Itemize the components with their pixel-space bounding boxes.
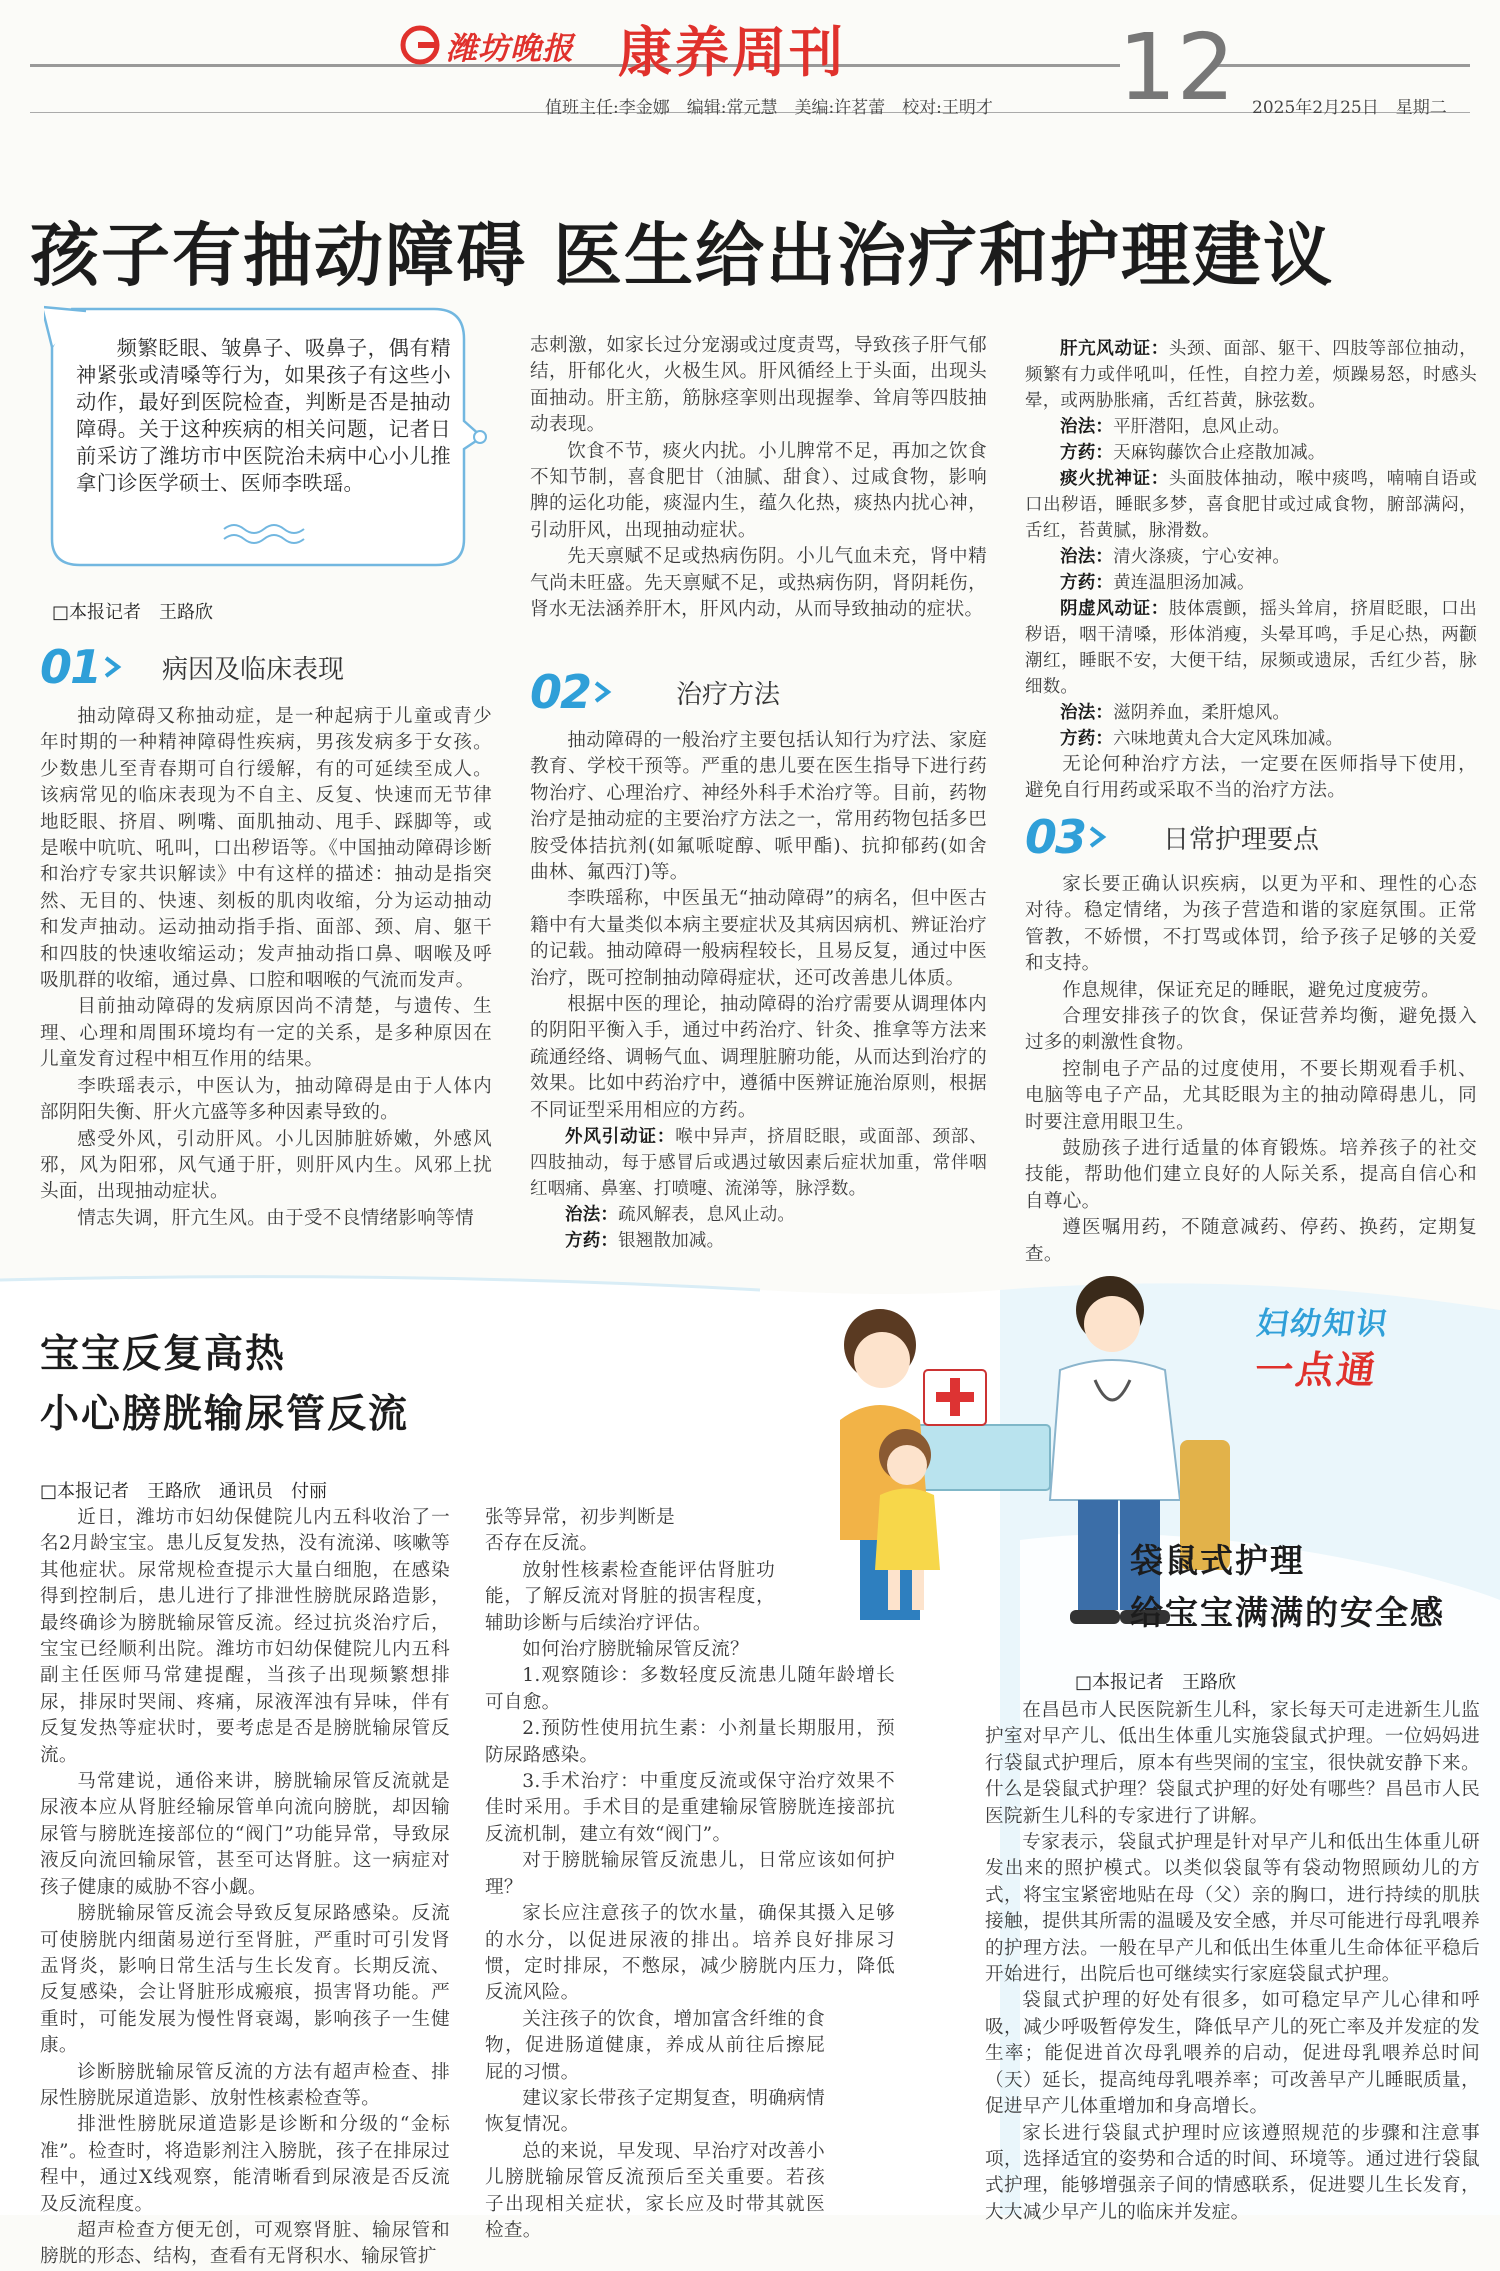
article2-col2 — [485, 1505, 895, 2244]
tcm-tanhuo-fangyao — [1025, 570, 1477, 596]
tcm-zhifa-label: 治法： — [565, 1205, 619, 1226]
tcm-fangyao: 六味地黄丸合大定风珠加减。 — [1113, 729, 1344, 749]
tcm-gankang-zhifa — [1025, 414, 1477, 440]
tcm-tanhuo — [1025, 466, 1477, 596]
section-03-number: 03 — [1025, 810, 1086, 864]
sec1-paragraph: 抽动障碍又称抽动症，是一种起病于儿童或青少年时期的一种精神障碍性疾病，男孩发病多于女孩。少数患儿至青春期可自行缓解，有的可延续至成人。该病常见的临床表现为不自主、反复、快速而无节律地眨眼、挤眉、咧嘴、面肌抽动、甩手、踩脚等，或是喉中吭吭、吼叫，口出秽语等。《中国抽动障碍诊断和治疗专家共识解读》中有这样的描述：抽动是指突然、无目的、快速、刻板的肌肉收缩，分为运动抽动和发声抽动。运动抽动指手指、面部、颈、肩、躯干和四肢的快速收缩运动；发声抽动指口鼻、咽喉及呼吸肌群的收缩，通过鼻、口腔和咽喉的气流而发声。 — [40, 706, 492, 992]
section-01-header — [40, 640, 344, 694]
header-rule-top — [30, 64, 1120, 67]
art3-paragraph: 专家表示，袋鼠式护理是针对早产儿和低出生体重儿研发出来的照护模式。以类似袋鼠等有袋动物照顾幼儿的方式，将宝宝紧密地贴在母（父）亲的胸口，进行持续的肌肤接触，提供其所需的温暖及安全感，并尽可能进行母乳喂养的护理方法。一般在早产儿和低出生体重儿生命体征平稳后开始进行，出院后也可继续实行家庭袋鼠式护理。 — [985, 1832, 1480, 1986]
tcm-zhifa-label: 治法： — [1060, 417, 1114, 437]
art2-paragraph: 诊断膀胱输尿管反流的方法有超声检查、排尿性膀胱尿道造影、放射性核素检查等。 — [40, 2061, 450, 2109]
sec2-paragraph: 李昳瑶称，中医虽无“抽动障碍”的病名，但中医古籍中有大量类似本病主要症状及其病因病机、辨证治疗的记载。抽动障碍一般病程较长，且易反复，通过中医治疗，既可控制抽动障碍症状，还可改善患儿体质。 — [530, 888, 987, 989]
art2-paragraph: 张等异常，初步判断是否存在反流。 — [485, 1507, 675, 1555]
paper-logo-icon — [400, 25, 440, 65]
sec1-paragraph: 情志失调，肝亢生风。由于受不良情绪影响等情 — [77, 1207, 474, 1229]
article1-headline: 孩子有抽动障碍 医生给出治疗和护理建议 — [30, 216, 1335, 296]
art2-paragraph: 建议家长带孩子定期复查，明确病情恢复情况。 — [485, 2087, 825, 2136]
sec3-paragraph: 遵医嘱用药，不随意减药、停药、换药，定期复查。 — [1025, 1217, 1477, 1265]
badge-line1: 妇幼知识 — [1254, 1306, 1392, 1342]
article3-headline-line1: 袋鼠式护理 — [1130, 1541, 1305, 1580]
tcm-fangyao-label: 方药： — [565, 1231, 619, 1252]
tcm-yinxu-fangyao — [1025, 726, 1477, 752]
tcm-gankang — [1025, 336, 1477, 466]
col2-paragraph: 饮食不节，痰火内扰。小儿脾常不足，再加之饮食不知节制，喜食肥甘（油腻、甜食）、过咸食物，影响脾的运化功能，痰湿内生，蕴久化热，痰热内扰心神，引动肝风，出现抽动症状。 — [530, 440, 987, 541]
issue-date: 2025年2月25日 星期二 — [1252, 98, 1447, 118]
art2-paragraph: 马常建说，通俗来讲，膀胱输尿管反流就是尿液本应从肾脏经输尿管单向流向膀胱，却因输尿管与膀胱连接部位的“阀门”功能异常，导致尿液反向流回输尿管，甚至可达肾脏。这一病症对孩子健康的威胁不容小觑。 — [40, 1771, 450, 1898]
closing-paragraph: 无论何种治疗方法，一定要在医师指导下使用，避免自行用药或采取不当的治疗方法。 — [1025, 754, 1477, 802]
tcm-gankang-symptoms — [1025, 336, 1477, 414]
col2-paragraph: 先天禀赋不足或热病伤阴。小儿气血未充，肾中精气尚未旺盛。先天禀赋不足，或热病伤阴，肾阴耗伤，肾水无法涵养肝木，肝风内动，从而导致抽动的症状。 — [530, 546, 987, 621]
page-number: 12 — [1118, 14, 1236, 121]
intro-paragraph: 频繁眨眼、皱鼻子、吸鼻子，偶有精神紧张或清嗓等行为，如果孩子有这些小动作，最好到医院检查，判断是否是抽动障碍。关于这种疾病的相关问题，记者日前采访了潍坊市中医院治未病中心小儿推拿门诊医学硕士、医师李昳瑶。 — [76, 336, 451, 495]
tcm-fangyao: 银翘散加减。 — [618, 1231, 725, 1252]
article1-col2-top — [530, 333, 987, 623]
art2-paragraph: 2.预防性使用抗生素：小剂量长期服用，预防尿路感染。 — [485, 1718, 895, 1766]
art2-paragraph: 放射性核素检查能评估肾脏功能，了解反流对肾脏的损害程度，辅助诊断与后续治疗评估。 — [485, 1559, 775, 1634]
tcm-label: 外风引动证： — [565, 1127, 676, 1148]
art2-paragraph: 关注孩子的饮食，增加富含纤维的食物，促进肠道健康，养成从前往后擦屁屁的习惯。 — [485, 2008, 825, 2083]
art2-paragraph: 超声检查方便无创，可观察肾脏、输尿管和膀胱的形态、结构，查看有无肾积水、输尿管扩 — [40, 2219, 450, 2268]
art2-paragraph: 家长应注意孩子的饮水量，确保其摄入足够的水分，以促进尿液的排出。培养良好排尿习惯，定时排尿，不憋尿，减少膀胱内压力，降低反流风险。 — [485, 1903, 895, 2004]
art2-paragraph: 膀胱输尿管反流会导致反复尿路感染。反流可使膀胱内细菌易逆行至肾脏，严重时可引发肾盂肾炎，影响日常生活与生长发育。长期反流、反复感染，会让肾脏形成瘢痕，损害肾功能。严重时，可能发展为慢性肾衰竭，影响孩子一生健康。 — [40, 1903, 450, 2057]
sec1-paragraph: 李昳瑶表示，中医认为，抽动障碍是由于人体内部阴阳失衡、肝火亢盛等多种因素导致的。 — [40, 1075, 492, 1124]
art3-paragraph: 在昌邑市人民医院新生儿科，家长每天可走进新生儿监护室对早产儿、低出生体重儿实施袋鼠式护理。一位妈妈进行袋鼠式护理后，原本有些哭闹的宝宝，很快就安静下来。什么是袋鼠式护理？袋鼠式护理的好处有哪些？昌邑市人民医院新生儿科的专家进行了讲解。 — [985, 1700, 1480, 1827]
tcm-symptoms: 头面肢体抽动，喉中痰鸣，喃喃自语或口出秽语，睡眠多梦，喜食肥甘或过咸食物，腑部满闷，舌红，苔黄腻，脉滑数。 — [1025, 469, 1477, 541]
tcm-symptoms: 头颈、面部、躯干、四肢等部位抽动，频繁有力或伴吼叫，任性，自控力差，烦躁易怒，时感头晕，或两胁胀痛，舌红苔黄，脉弦数。 — [1025, 339, 1477, 411]
tcm-label: 痰火扰神证： — [1060, 469, 1169, 489]
article2-headline — [40, 1325, 409, 1445]
art2-paragraph: 总的来说，早发现、早治疗对改善小儿膀胱输尿管反流预后至关重要。若孩子出现相关症状，家长应及时带其就医检查。 — [485, 2140, 825, 2241]
art3-paragraph: 袋鼠式护理的好处有很多，如可稳定早产儿心律和呼吸，减少呼吸暂停发生，降低早产儿的死亡率及并发症的发生率；能促进首次母乳喂养的启动，促进母乳喂养总时间（天）延长，提高纯母乳喂养率；可改善早产儿睡眠质量，促进早产儿体重增加和身高增长。 — [985, 1990, 1480, 2118]
section-01-title: 病因及临床表现 — [162, 654, 345, 685]
masthead — [0, 0, 1500, 130]
tcm-yinxu-zhifa — [1025, 700, 1477, 726]
section-02-header — [530, 665, 780, 719]
tcm-yinxu — [1025, 596, 1477, 752]
tcm-waifeng — [530, 1124, 987, 1202]
tcm-waifeng-zhifa — [530, 1202, 987, 1228]
article3-byline: □本报记者 王路欣 — [1075, 1672, 1237, 1693]
sec3-paragraph: 合理安排孩子的饮食，保证营养均衡，避免摄入过多的刺激性食物。 — [1025, 1006, 1477, 1054]
staff-credits: 值班主任:李金娜 编辑:常元慧 美编:许茗蕾 校对:王明才 — [545, 98, 993, 118]
section-03-header — [1025, 810, 1319, 864]
section-02-body — [530, 728, 987, 1254]
intro-text — [76, 335, 451, 497]
sec3-paragraph: 家长要正确认识疾病，以更为平和、理性的心态对待。稳定情绪，为孩子营造和谐的家庭氛围。正常管教，不娇惯，不打骂或体罚，给予孩子足够的关爱和支持。 — [1025, 874, 1477, 975]
article3-headline — [1130, 1535, 1445, 1639]
sec1-paragraph: 目前抽动障碍的发病原因尚不清楚，与遗传、生理、心理和周围环境均有一定的关系，是多种原因在儿童发育过程中相互作用的结果。 — [40, 996, 492, 1071]
art2-paragraph: 3.手术治疗：中重度反流或保守治疗效果不佳时采用。手术目的是重建输尿管膀胱连接部抗反流机制，建立有效“阀门”。 — [485, 1771, 895, 1845]
art2-paragraph: 1.观察随诊：多数轻度反流患儿随年龄增长可自愈。 — [485, 1665, 895, 1713]
col3-closing — [1025, 752, 1477, 805]
article3-headline-line2: 给宝宝满满的安全感 — [1130, 1593, 1445, 1632]
section-02-number: 02 — [530, 665, 591, 719]
sec3-paragraph: 控制电子产品的过度使用，不要长期观看手机、电脑等电子产品，尤其眨眼为主的抽动障碍患儿，同时要注意用眼卫生。 — [1025, 1058, 1477, 1133]
tcm-label: 肝亢风动证： — [1060, 339, 1169, 359]
tcm-zhifa: 疏风解表，息风止动。 — [618, 1205, 796, 1226]
section-03-title: 日常护理要点 — [1163, 824, 1320, 855]
tcm-zhifa-label: 治法： — [1060, 547, 1114, 567]
section-02-arrow-icon — [592, 679, 612, 705]
tcm-fangyao-label: 方药： — [1060, 573, 1114, 593]
tcm-label: 阴虚风动证： — [1060, 599, 1169, 619]
paper-logo — [400, 22, 574, 68]
art3-paragraph: 家长进行袋鼠式护理时应该遵照规范的步骤和注意事项，选择适宜的姿势和合适的时间、环境等。通过进行袋鼠式护理，能够增强亲子间的情感联系，促进婴儿生长发育，大大减少早产儿的临床并发症。 — [985, 2122, 1480, 2223]
col2-paragraph: 志刺激，如家长过分宠溺或过度责骂，导致孩子肝气郁结，肝郁化火，火极生风。肝风循经上于头面，出现头面抽动。肝主筋，筋脉痉挛则出现握拳、耸肩等四肢抽动表现。 — [530, 335, 987, 436]
article3-body — [985, 1698, 1480, 2226]
section-01-number: 01 — [40, 640, 101, 694]
tcm-zhifa-label: 治法： — [1060, 703, 1114, 723]
badge-line2: 一点通 — [1252, 1348, 1382, 1392]
section-03-arrow-icon — [1087, 824, 1107, 850]
sec2-paragraph: 根据中医的理论，抽动障碍的治疗需要从调理体内的阴阳平衡入手，通过中药治疗、针灸、推拿等方法来疏通经络、调畅气血、调理脏腑功能，从而达到治疗的效果。比如中药治疗中，遵循中医辨证施治原则，根据不同证型采用相应的方药。 — [530, 994, 987, 1121]
tcm-yinxu-symptoms — [1025, 596, 1477, 700]
tcm-fangyao-label: 方药： — [1060, 729, 1114, 749]
article1-col3 — [1025, 336, 1477, 805]
tcm-fangyao: 黄连温胆汤加减。 — [1113, 573, 1255, 593]
tcm-zhifa: 平肝潜阳，息风止动。 — [1113, 417, 1291, 437]
tcm-zhifa: 清火涤痰，宁心安神。 — [1113, 547, 1291, 567]
section-title: 康养周刊 — [618, 21, 846, 84]
tcm-fangyao-label: 方药： — [1060, 443, 1114, 463]
section-03-body — [1025, 872, 1477, 1268]
art2-paragraph: 排泄性膀胱尿道造影是诊断和分级的“金标准”。检查时，将造影剂注入膀胱，孩子在排尿过程中，通过X线观察，能清晰看到尿液是否反流及反流程度。 — [40, 2114, 450, 2215]
article2-col1 — [40, 1505, 450, 2271]
sec3-paragraph: 作息规律，保证充足的睡眠，避免过度疲劳。 — [1062, 979, 1441, 1001]
intro-bubble — [52, 307, 480, 569]
art2-paragraph: 对于膀胱输尿管反流患儿，日常应该如何护理？ — [485, 1850, 895, 1898]
tcm-tanhuo-symptoms — [1025, 466, 1477, 544]
section-01-body — [40, 704, 492, 1232]
tcm-symptoms: 喉中异声，挤眉眨眼，或面部、颈部、四肢抽动，每于感冒后或遇过敏因素后症状加重，常伴咽红咽痛、鼻塞、打喷嚏、流涕等，脉浮数。 — [530, 1127, 987, 1200]
tcm-tanhuo-zhifa — [1025, 544, 1477, 570]
sec1-paragraph: 感受外风，引动肝风。小儿因肺脏娇嫩，外感风邪，风为阳邪，风气通于肝，则肝风内生。风邪上扰头面，出现抽动症状。 — [40, 1128, 492, 1203]
art2-paragraph: 近日，潍坊市妇幼保健院儿内五科收治了一名2月龄宝宝。患儿反复发热，没有流涕、咳嗽等其他症状。尿常规检查提示大量白细胞，在感染得到控制后，患儿进行了排泄性膀胱尿路造影，最终确诊为膀胱输尿管反流。经过抗炎治疗后，宝宝已经顺利出院。潍坊市妇幼保健院儿内五科副主任医师马常建提醒，当孩子出现频繁想排尿，排尿时哭闹、疼痛，尿液浑浊有异味，伴有反复发热等症状时，要考虑是否是膀胱输尿管反流。 — [40, 1507, 450, 1766]
paper-name: 潍坊晚报 — [446, 30, 574, 67]
art2-paragraph: 如何治疗膀胱输尿管反流？ — [522, 1639, 749, 1661]
sec2-paragraph: 抽动障碍的一般治疗主要包括认知行为疗法、家庭教育、学校干预等。严重的患儿要在医生指导下进行药物治疗、心理治疗、神经外科手术治疗等。目前，药物治疗是抽动症的主要治疗方法之一，常用药物包括多巴胺受体拮抗剂(如氟哌啶醇、哌甲酯)、抗抑郁药(如舍曲林、氟西汀)等。 — [530, 730, 987, 884]
section-02-title: 治疗方法 — [676, 679, 781, 710]
article2-headline-line1: 宝宝反复高热 — [40, 1332, 287, 1377]
article1-byline: □本报记者 王路欣 — [52, 602, 214, 623]
tcm-gankang-fangyao — [1025, 440, 1477, 466]
sec3-paragraph: 鼓励孩子进行适量的体育锻炼。培养孩子的社交技能，帮助他们建立良好的人际关系，提高自信心和自尊心。 — [1025, 1138, 1477, 1212]
article2-headline-line2: 小心膀胱输尿管反流 — [40, 1392, 410, 1437]
tcm-zhifa: 滋阴养血，柔肝熄风。 — [1113, 703, 1291, 723]
article2-byline: □本报记者 王路欣 通讯员 付丽 — [40, 1481, 328, 1502]
section-01-arrow-icon — [102, 654, 122, 680]
header-rule-right — [1215, 64, 1470, 67]
tcm-fangyao: 天麻钩藤饮合止痉散加减。 — [1113, 443, 1326, 463]
tcm-symptoms: 肢体震颤，摇头耸肩，挤眉眨眼，口出秽语，咽干清嗓，形体消瘦，头晕耳鸣，手足心热，两颧潮红，睡眠不安，大便干结，尿频或遗尿，舌红少苔，脉细数。 — [1025, 599, 1477, 697]
